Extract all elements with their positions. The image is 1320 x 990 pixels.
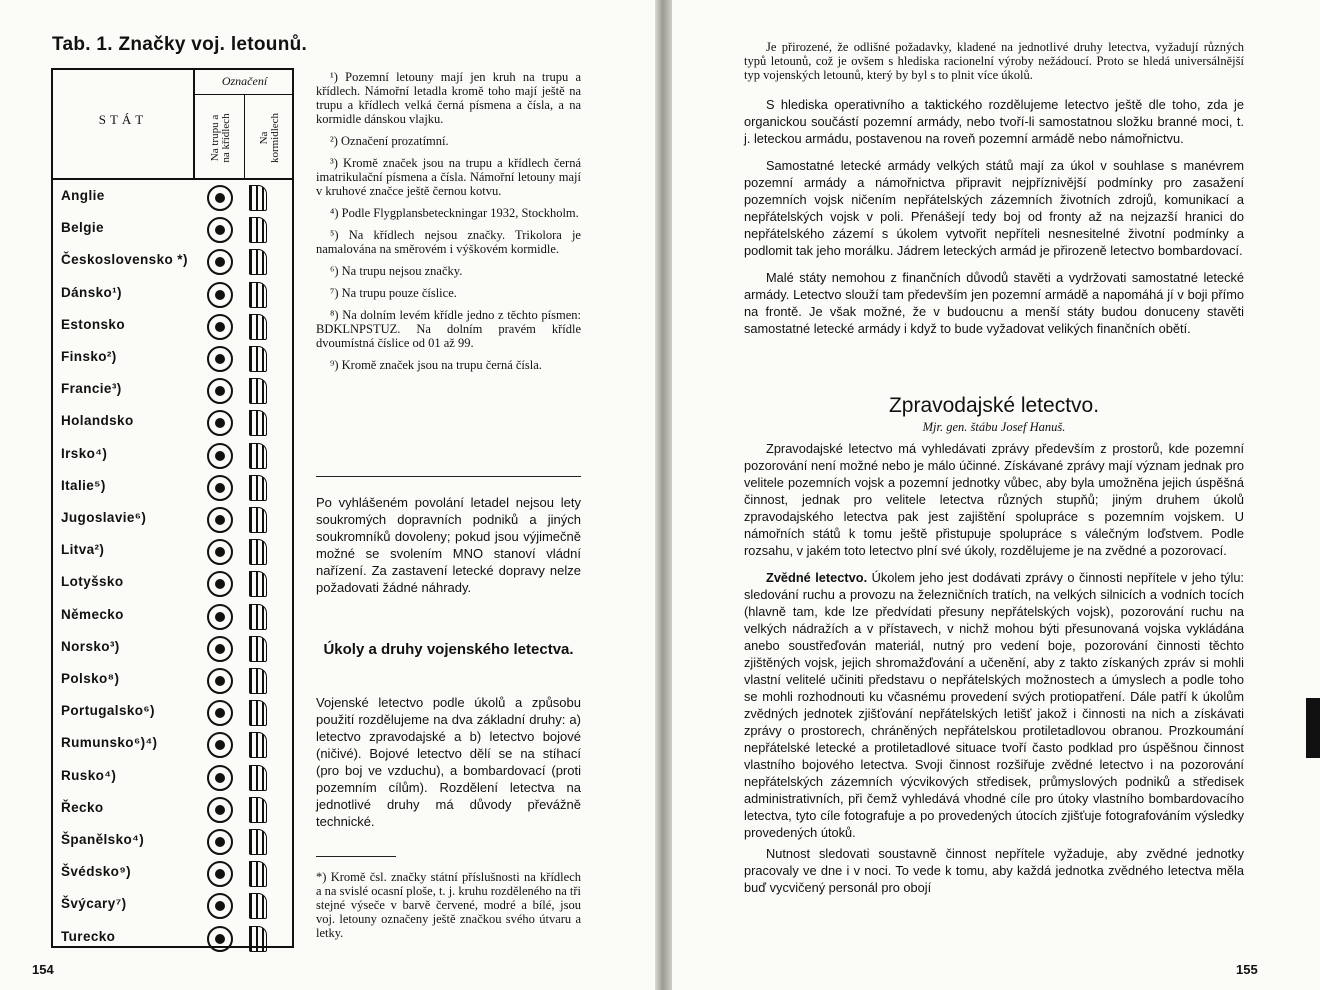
table-row xyxy=(53,826,292,858)
country-name: Holandsko xyxy=(61,413,134,429)
country-name: Litva²) xyxy=(61,542,105,558)
fuselage-marking-icon xyxy=(207,282,233,308)
bottom-note: *) Kromě čsl. značky státní příslušnosti na křídlech a na svislé ocasní ploše, t. j. kruhu rozděleného na tři stejné výseče v barvě červené, modré a bílé, jsou voj. letouny označeny ještě značkou svého útvaru a letky. xyxy=(316,870,581,940)
rudder-marking-icon xyxy=(249,765,267,791)
rudder-marking-icon xyxy=(249,217,267,243)
footnote: ⁶) Na trupu nejsou značky. xyxy=(330,264,463,278)
fuselage-marking-icon xyxy=(207,185,233,211)
rudder-marking-icon xyxy=(249,571,267,597)
country-name: Rumunsko⁶)⁴) xyxy=(61,735,158,751)
table-row xyxy=(53,858,292,890)
country-name: Irsko⁴) xyxy=(61,445,108,461)
table-row xyxy=(53,375,292,407)
rudder-marking-icon xyxy=(249,443,267,469)
header-oznaceni: Označení xyxy=(221,74,268,88)
rudder-marking-icon xyxy=(249,861,267,887)
paragraph-operative: S hlediska operativního a taktického rozdělujeme letectvo ještě dle toho, zda je organickou součástí pozemní armády, nebo tvoří-li samostatnou složku branné moci, t. j. leteckou armádu, postavenou na roveň pozemní armádě nebo námořnictvu. xyxy=(744,97,1244,146)
fuselage-marking-icon xyxy=(207,668,233,694)
table-row xyxy=(53,246,292,278)
paragraph-civil-flights: Po vyhlášeném povolání letadel nejsou lety soukromých dopravních podniků a jiných soukromníků dovoleny; pokud jsou výjimečně možné se svolením MNO stanoví vládní nařízení. Za zastavení letecké dopravy nelze požadovati žádné náhrady. xyxy=(316,495,581,595)
fuselage-marking-icon xyxy=(207,926,233,952)
book-gutter xyxy=(655,0,672,990)
country-name: Estonsko xyxy=(61,316,125,332)
fuselage-marking-icon xyxy=(207,861,233,887)
footnote: ²) Označení prozatímní. xyxy=(330,134,449,148)
country-name: Finsko²) xyxy=(61,349,117,364)
rudder-marking-icon xyxy=(249,314,267,340)
rudder-marking-icon xyxy=(249,926,267,952)
fuselage-marking-icon xyxy=(207,700,233,726)
fuselage-marking-icon xyxy=(207,443,233,469)
page-number-right: 155 xyxy=(1236,962,1258,977)
paragraph-continuation: Nutnost sledovati soustavně činnost nepřítele vyžaduje, aby zvědné jednotky pracovaly ve dne i v noci. To vede k tomu, aby každá jednotka zvědného letectva měla buď vycvičený personál pro obojí xyxy=(744,846,1244,895)
table-row xyxy=(53,504,292,536)
paragraph-intro: Je přirozené, že odlišné požadavky, kladené na jednotlivé druhy letectva, vyžadují různých typů letounů, což je ovšem s hlediska racionelní výroby nežádoucí. Proto se hledá universálnější typ vojenských letounů, který by byl s to plnit více úkolů. xyxy=(744,40,1244,82)
table-row xyxy=(53,182,292,214)
footnote: ³) Kromě značek jsou na trupu a křídlech černá imatrikulační písmena a čísla. Námořní letouny mají v kruhové značce ještě černou kotvu. xyxy=(316,156,581,198)
rudder-marking-icon xyxy=(249,249,267,275)
paragraph-zvedne: Zvědné letectvo. Úkolem jeho jest dodávati zprávy o činnosti nepřítele v jeho týlu: sledování ruchu a provozu na železničních tratích, na velkých silnicích a vodních tocích (hlavně tam, kde lze předvídati přesuny nepřátelských vojsk), pozorování ruchu na velkých nádražích a v přístavech, v nichž mohou býti přesunovaná vojska vykládána anebo soustřeďován materiál, nutný pro vedení boje, pozorování činnosti těchto zjištěných vojsk, jejich shromažďování a učenění, aby z takto získaných zpráv si mohli vlastní velitelé učiniti představu o nepřátelských možnostech a úmyslech a podle toho se mohli rozhodnouti ku včasnému provedení svých protiopatření. Dále patří k úkolům zvědných jednotek zjišťování nepřátelských letišť jakož i činnosti na nich a získávati zprávy o prostorech, chráněných nepřátelskou protiletadlovou obranou. Prozkoumání nepřátelské letecké a protiletadlové situace tvoří často podklad pro úspěšnou činnost vlastního bojového letectva. Svoji činnost rozšiřuje zvědné letectvo i na pozorování nepřátelských zázemních výcvikových středisek, průmyslových podniků a středisek administrativních, při čemž vyhledává vhodné cíle pro útoky vlastního bombardovacího letectva, tyto cíle fotografuje a po provedených útocích zjišťuje fotografováním výsledky provedených útoků. xyxy=(744,570,1244,840)
fuselage-marking-icon xyxy=(207,475,233,501)
right-page xyxy=(672,0,1320,990)
country-name: Dánsko¹) xyxy=(61,284,122,300)
rudder-marking-icon xyxy=(249,700,267,726)
paragraph-small-states: Malé státy nemohou z finančních důvodů stavěti a vydržovati samostatné letecké armády. Letectvo slouží tam především jen pozemní armádě a napomáhá jí v boji přímo na frontě. Je však možné, že v budoucnu a menší státy budou donuceny stavěti samostatné letecké armády i když to bude vyžadovat velikých finančních obětí. xyxy=(744,270,1244,336)
footnotes xyxy=(316,70,581,380)
rudder-marking-icon xyxy=(249,185,267,211)
table-row xyxy=(53,311,292,343)
edge-tab xyxy=(1306,698,1320,758)
author-line: Mjr. gen. štábu Josef Hanuš. xyxy=(922,420,1066,434)
rudder-marking-icon xyxy=(249,475,267,501)
country-name: Řecko xyxy=(61,799,104,815)
rudder-marking-icon xyxy=(249,282,267,308)
country-name: Italie⁵) xyxy=(61,477,106,493)
paragraph-zpravodajske: Zpravodajské letectvo má vyhledávati zprávy především z prostorů, kde pozemní pozorování není možné nebo je málo účinné. Získávané zprávy mají význam jednak pro velitele pozemních vojsk a pozemní jednotky vůbec, aby byla umožněna jejich úspěšná činnost, jednak pro velitele letectva různých stupňů; jiným druhem úkolů zpravodajského letectva pak jest zajištění spolupráce s pozemním vojskem. U námořních států k tomu ještě přistupuje spolupráce s válečným loďstvem. Podle rozsahu, v jakém toto letectvo plní své úkoly, rozdělujeme je na zvědné a pozorovací. xyxy=(744,441,1244,558)
fuselage-marking-icon xyxy=(207,410,233,436)
country-name: Německo xyxy=(61,606,124,622)
table-row xyxy=(53,472,292,504)
country-name: Polsko⁸) xyxy=(61,671,120,686)
table-row xyxy=(53,665,292,697)
table-row xyxy=(53,214,292,246)
footnote-rule xyxy=(316,476,581,477)
header-kormidlo: Na kormidlech xyxy=(258,112,281,163)
rudder-marking-icon xyxy=(249,797,267,823)
table-row xyxy=(53,923,292,955)
fuselage-marking-icon xyxy=(207,539,233,565)
note-rule xyxy=(316,856,396,857)
rudder-marking-icon xyxy=(249,604,267,630)
table-row xyxy=(53,601,292,633)
country-name: Jugoslavie⁶) xyxy=(61,510,147,525)
footnote: ⁹) Kromě značek jsou na trupu černá čísla. xyxy=(330,358,542,372)
table-row xyxy=(53,762,292,794)
country-name: Turecko xyxy=(61,928,116,944)
table-row xyxy=(53,568,292,600)
footnote: ¹) Pozemní letouny mají jen kruh na trupu a křídlech. Námořní letadla kromě toho mají ještě na trupu a křídlech velká černá písmena a čísla, a na kormidle dánskou vlajku. xyxy=(316,70,581,126)
page-number-left: 154 xyxy=(32,962,54,977)
footnote: ⁴) Podle Flygplansbeteckningar 1932, Stockholm. xyxy=(330,206,579,220)
rudder-marking-icon xyxy=(249,829,267,855)
fuselage-marking-icon xyxy=(207,829,233,855)
table-row xyxy=(53,794,292,826)
footnote: ⁸) Na dolním levém křídle jedno z těchto písmen: BDKLNPSTUZ. Na dolním pravém křídle dvoumístná číslice od 01 až 99. xyxy=(316,308,581,350)
header-stat: STÁT xyxy=(98,112,148,127)
country-name: Československo *) xyxy=(61,252,188,268)
country-name: Španělsko⁴) xyxy=(61,832,145,847)
footnote: ⁵) Na křídlech nejsou značky. Trikolora je namalována na směrovém i výškovém kormidle. xyxy=(316,228,581,256)
fuselage-marking-icon xyxy=(207,571,233,597)
table-row xyxy=(53,440,292,472)
fuselage-marking-icon xyxy=(207,893,233,919)
rudder-marking-icon xyxy=(249,539,267,565)
right-text-block-2 xyxy=(744,440,1244,896)
country-name: Rusko⁴) xyxy=(61,767,117,783)
country-name: Belgie xyxy=(61,220,104,236)
table-row xyxy=(53,279,292,311)
rudder-marking-icon xyxy=(249,668,267,694)
fuselage-marking-icon xyxy=(207,378,233,404)
table-title: Tab. 1. Značky voj. letounů. xyxy=(52,34,308,55)
fuselage-marking-icon xyxy=(207,636,233,662)
fuselage-marking-icon xyxy=(207,314,233,340)
country-name: Švýcary⁷) xyxy=(61,896,127,912)
rudder-marking-icon xyxy=(249,507,267,533)
right-text-block-1 xyxy=(744,40,1244,337)
fuselage-marking-icon xyxy=(207,346,233,372)
fuselage-marking-icon xyxy=(207,765,233,791)
footnote: ⁷) Na trupu pouze číslice. xyxy=(330,286,457,300)
fuselage-marking-icon xyxy=(207,217,233,243)
rudder-marking-icon xyxy=(249,378,267,404)
fuselage-marking-icon xyxy=(207,249,233,275)
paragraph-types: Vojenské letectvo podle úkolů a způsobu použití rozdělujeme na dva základní druhy: a) letectvo zpravodajské a b) letectvo bojové (ničivé). Bojové letectvo dělí se na stíhací (pro boj ve vzduchu), a bombardovací (proti pozemním cílům). Rozdělení letectva na jednotlivé druhy má důvody převážně technické. xyxy=(316,695,581,829)
rudder-marking-icon xyxy=(249,410,267,436)
table-row xyxy=(53,729,292,761)
markings-table xyxy=(51,68,294,948)
section-title: Zpravodajské letectvo. xyxy=(888,394,1100,417)
country-name: Francie³) xyxy=(61,381,122,397)
table-row xyxy=(53,890,292,922)
fuselage-marking-icon xyxy=(207,604,233,630)
header-trup: Na trupu a na křídlech xyxy=(209,112,232,163)
fuselage-marking-icon xyxy=(207,507,233,533)
country-name: Švédsko⁹) xyxy=(61,864,132,880)
country-name: Lotyšsko xyxy=(61,574,124,590)
table-row xyxy=(53,633,292,665)
table-row xyxy=(53,697,292,729)
country-name: Norsko³) xyxy=(61,638,120,654)
country-name: Anglie xyxy=(61,188,105,203)
table-row xyxy=(53,536,292,568)
rudder-marking-icon xyxy=(249,346,267,372)
fuselage-marking-icon xyxy=(207,732,233,758)
rudder-marking-icon xyxy=(249,636,267,662)
table-row xyxy=(53,407,292,439)
subcolumn-divider xyxy=(244,95,245,178)
section-heading: Úkoly a druhy vojenského letectva. xyxy=(323,641,574,658)
header-rule xyxy=(53,178,292,180)
country-name: Portugalsko⁶) xyxy=(61,703,155,719)
left-page xyxy=(0,0,655,990)
rudder-marking-icon xyxy=(249,732,267,758)
fuselage-marking-icon xyxy=(207,797,233,823)
paragraph-large-states: Samostatné letecké armády velkých států mají za úkol v souhlase s manévrem pozemní armády a námořnictva připravit nejpříznivější podmínky pro zasažení pozemních vojsk ničením nepřátelských zázemních životních zdrojů, komunikací a nepřátelských vojsk v poli. Přenášejí tedy boj od fronty až na nejzazší hranici do nepřátelského zázemí s úkolem vytvořit nepříteli nesnesitelné životní podmínky a podlomit tak jeho morálku. Jádrem leteckých armád je přirozeně letectvo bombardovací. xyxy=(744,158,1244,258)
rudder-marking-icon xyxy=(249,893,267,919)
table-row xyxy=(53,343,292,375)
